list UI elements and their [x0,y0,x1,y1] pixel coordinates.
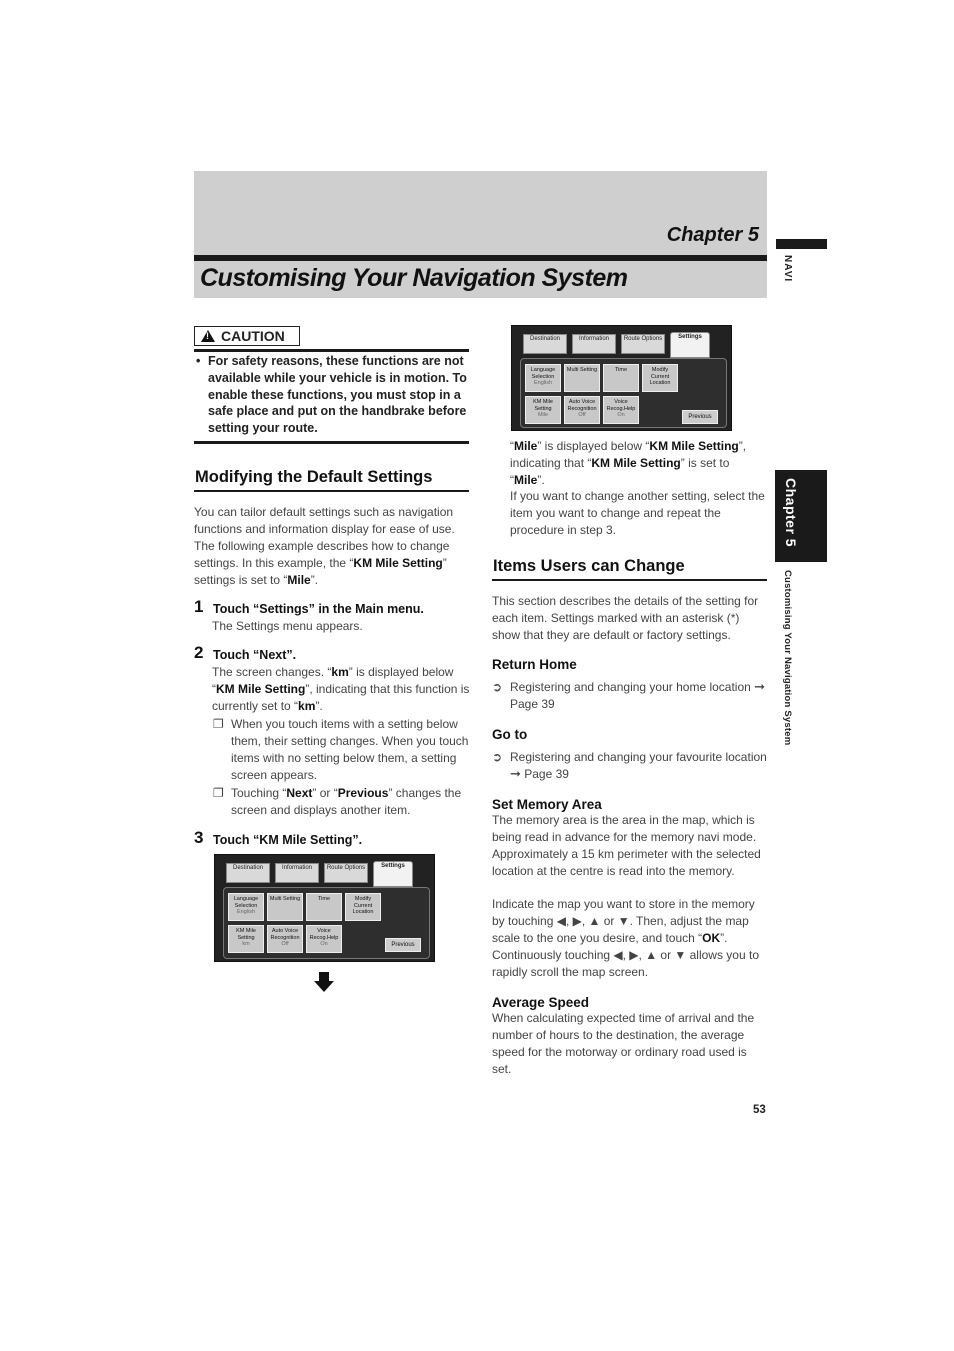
result-text-i: ”. [537,472,545,487]
section-heading-modifying: Modifying the Default Settings [195,468,433,486]
step-number: 3 [194,828,204,847]
button-value: English [236,909,256,915]
settings-screen-before [214,854,435,962]
item-heading: Average Speed [492,995,590,1010]
button-label: Multi Setting [269,896,301,902]
result-text-e: ”, indicating that “ [510,439,747,470]
multi-setting-button[interactable] [267,893,303,921]
step2-text-f: km [298,698,316,713]
button-label: Time [614,367,628,373]
note2-text-d: Previous [337,786,389,800]
result-text-g: ” is set to “ [510,455,730,487]
step2-text-g: ”. [315,698,323,713]
button-value: English [533,380,553,386]
reference-text [510,749,767,783]
button-label: Voice Recog.Help [606,399,636,412]
button-label: Language Selection [233,896,259,909]
button-label: Auto Voice Recognition [567,399,597,412]
km-mile-setting-button[interactable] [525,396,561,424]
caution-bullet: • [196,354,201,368]
intro-text-e: ”. [310,572,319,587]
voice-recog-help-button[interactable] [306,925,342,953]
step-number: 2 [194,643,204,662]
result-text-c: ” is displayed below “ [537,439,650,453]
note-box-icon: ❐ [213,717,224,731]
item-text: The memory area is the area in the map, which is being read in advance for the memory navi mode. Approximately a 15 km perimeter with the selected location at the centre is read into the memory. [492,813,761,878]
page-title: Customising Your Navigation System [200,264,628,292]
result-text-d: KM Mile Setting [649,439,739,453]
step-title: Touch “KM Mile Setting”. [213,833,363,847]
caution-text: For safety reasons, these functions are not available while your vehicle is in motion. To enable these functions, you must stop in a safe place and put on the handbrake before setting your route. [208,354,467,436]
button-label: KM Mile Setting [236,928,256,941]
section-rule-items [492,579,767,581]
step-description [212,664,470,715]
intro-text-b: KM Mile Setting [353,555,443,570]
button-label: Multi Setting [566,367,598,373]
modify-current-location-button[interactable] [642,364,678,392]
step-description: The Settings menu appears. [212,619,363,633]
tab-information[interactable]: Information [275,863,319,883]
km-mile-setting-button[interactable] [228,925,264,953]
multi-setting-button[interactable] [564,364,600,392]
navi-side-label: NAVI [782,255,793,283]
header-divider [194,255,767,261]
reference-text [510,679,767,713]
caution-rule-bottom [194,441,469,444]
reference-icon: ➲ [492,680,503,694]
step-title: Touch “Next”. [213,648,297,662]
time-button[interactable] [306,893,342,921]
chapter-side-tab-label: Chapter 5 [783,478,799,548]
note-text: When you touch items with a setting below them, their setting changes. When you touch items with no setting below them, a setting screen appears. [231,717,469,782]
note2-text-e: ” changes the screen and displays another item. [231,786,462,817]
button-label: Auto Voice Recognition [270,928,300,941]
tab-settings[interactable]: Settings [373,861,413,887]
auto-voice-recognition-button[interactable] [564,396,600,424]
button-label: KM Mile Setting [533,399,553,412]
note2-text-c: ” or “ [312,786,338,800]
step-title: Touch “Settings” in the Main menu. [213,602,424,616]
button-label: Voice Recog.Help [309,928,339,941]
memory-text-c: ”. Continuously touching ◀, ▶, ▲ or ▼ allows you to rapidly scroll the map screen. [492,930,759,979]
button-label: Modify Current Location [649,367,671,386]
step2-text-a: The screen changes. “ [212,665,332,679]
step3-result-text [510,438,766,489]
caution-badge [194,326,300,346]
step2-text-b: km [331,665,349,679]
button-value: Off [281,941,289,947]
warning-icon [201,330,215,342]
item-heading: Set Memory Area [492,797,602,812]
result-text-f: KM Mile Setting [591,455,681,470]
memory-text-a: Indicate the map you want to store in the memory by touching ◀, ▶, ▲ or ▼. Then, adjust the map scale to the one you desire, and touch “ [492,897,755,945]
intro-text-c: ” settings is set to “ [194,555,447,587]
section-rule-modifying [194,490,469,492]
chapter-label: Chapter 5 [666,224,759,246]
tab-route-options[interactable]: Route Options [621,334,665,354]
tab-destination[interactable]: Destination [523,334,567,354]
caution-rule-top [194,349,469,352]
step3-more-text: If you want to change another setting, select the item you want to change and repeat the procedure in step 3. [510,489,765,537]
button-value: On [320,941,328,947]
button-label: Time [317,896,331,902]
caution-label: CAUTION [221,328,285,344]
language-selection-button[interactable] [228,893,264,921]
button-label: Modify Current Location [352,896,374,915]
previous-button[interactable]: Previous [385,938,421,952]
button-value: On [617,412,625,418]
result-text-b: Mile [514,439,538,453]
item-heading: Go to [492,727,528,742]
note-text [231,785,471,819]
button-value: Mile [537,412,549,418]
tab-settings[interactable]: Settings [670,332,710,358]
settings-screen-after [511,325,732,431]
intro-text-a: You can tailor default settings such as navigation functions and information display for ease of use. The following example describes how to change settings. In this example, the “ [194,505,455,570]
button-label: Language Selection [530,367,556,380]
page-number: 53 [753,1104,766,1116]
note-box-icon: ❐ [213,786,224,800]
step2-text-c: ” is displayed below “ [212,665,454,696]
item-heading: Return Home [492,657,577,672]
memory-text-b: OK [702,930,721,945]
page-reference[interactable]: Page 39 [524,766,569,781]
modify-current-location-button[interactable] [345,893,381,921]
intro-text-d: Mile [287,572,311,587]
tab-information[interactable]: Information [572,334,616,354]
down-arrow-icon [313,971,335,993]
step2-text-d: KM Mile Setting [216,681,306,696]
button-value: km [242,941,250,947]
note2-text-a: Touching “ [231,786,287,800]
reference-icon: ➲ [492,750,503,764]
voice-recog-help-button[interactable] [603,396,639,424]
step2-text-e: ”, indicating that this function is currently set to “ [212,681,470,713]
section-side-label: Customising Your Navigation System [782,570,793,746]
result-text-h: Mile [514,472,538,487]
time-button[interactable] [603,364,639,392]
note2-text-b: Next [286,786,313,800]
item-text [492,896,767,981]
step-number: 1 [194,597,204,616]
item-text: When calculating expected time of arrival and the number of hours to the destination, the average speed for the motorway or ordinary road used is set. [492,1011,755,1076]
side-tab-bar [776,239,827,249]
button-value: Off [578,412,586,418]
tab-route-options[interactable]: Route Options [324,863,368,883]
reference-label: Registering and changing your favourite location [510,750,767,764]
auto-voice-recognition-button[interactable] [267,925,303,953]
page-reference[interactable]: Page 39 [510,696,555,711]
previous-button[interactable]: Previous [682,410,718,424]
page-arrow-icon: ➞ [754,679,766,694]
page-arrow-icon: ➞ [510,765,521,781]
section-intro: This section describes the details of the setting for each item. Settings marked with an asterisk (*) show that they are default or factory settings. [492,594,759,642]
result-text-a: “ [510,439,514,453]
chapter-side-tab [775,470,827,562]
reference-label: Registering and changing your home location [510,680,751,694]
section-heading-items: Items Users can Change [493,557,685,575]
language-selection-button[interactable] [525,364,561,392]
section-intro [194,504,472,589]
tab-destination[interactable]: Destination [226,863,270,883]
